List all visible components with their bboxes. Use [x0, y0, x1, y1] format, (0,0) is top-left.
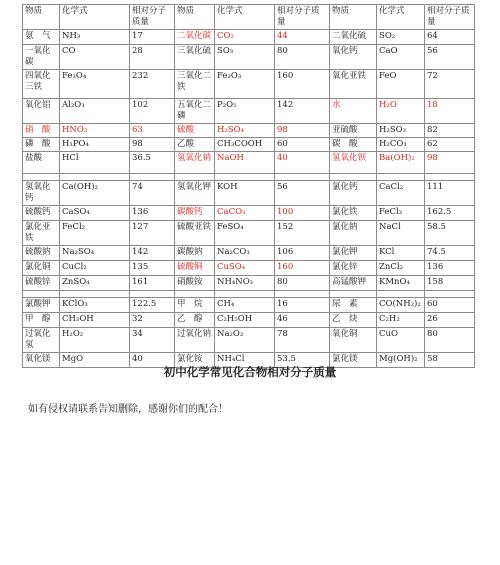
header-cell: 物质	[175, 5, 215, 30]
mass-cell: 135	[130, 261, 175, 276]
spacer-cell	[175, 291, 215, 298]
spacer-cell	[130, 291, 175, 298]
mass-cell: 152	[275, 221, 330, 246]
formula-cell: Na₂O₂	[215, 328, 275, 353]
formula-cell: FeCl₂	[60, 221, 130, 246]
formula-cell: MgO	[60, 353, 130, 368]
formula-cell: CuSO₄	[215, 261, 275, 276]
formula-cell: Al₂O₃	[60, 99, 130, 124]
spacer-cell	[23, 291, 60, 298]
formula-cell: KOH	[215, 181, 275, 206]
formula-cell: SO₂	[377, 30, 425, 45]
formula-cell: H₂SO₃	[377, 124, 425, 138]
header-cell: 化学式	[60, 5, 130, 30]
formula-cell: C₂H₂	[377, 313, 425, 328]
substance-cell: 氧化铝	[23, 99, 60, 124]
spacer-cell	[130, 174, 175, 181]
spacer-cell	[377, 174, 425, 181]
mass-cell: 74.5	[425, 246, 475, 261]
substance-cell: 五氧化二磷	[175, 99, 215, 124]
mass-cell: 136	[425, 261, 475, 276]
formula-cell: Na₂CO₃	[215, 246, 275, 261]
mass-cell: 98	[130, 138, 175, 152]
table-row	[23, 45, 475, 70]
spacer-cell	[330, 174, 377, 181]
substance-cell: 氧化镁	[23, 353, 60, 368]
table-row	[23, 70, 475, 99]
spacer-cell	[215, 291, 275, 298]
mass-cell: 28	[130, 45, 175, 70]
substance-cell: 三氧化二铁	[175, 70, 215, 99]
mass-cell: 40	[130, 353, 175, 368]
formula-cell: CaO	[377, 45, 425, 70]
mass-cell: 98	[275, 124, 330, 138]
substance-cell: 盐酸	[23, 152, 60, 174]
formula-cell: CuO	[377, 328, 425, 353]
substance-cell: 磷 酸	[23, 138, 60, 152]
table-row	[23, 30, 475, 45]
substance-cell: 氧化亚铁	[330, 70, 377, 99]
spacer-cell	[23, 174, 60, 181]
spacer-cell	[215, 174, 275, 181]
mass-cell: 62	[425, 138, 475, 152]
substance-cell: 过氧化氢	[23, 328, 60, 353]
formula-cell: SO₃	[215, 45, 275, 70]
header-cell: 化学式	[377, 5, 425, 30]
mass-cell: 46	[275, 313, 330, 328]
table-row	[23, 124, 475, 138]
table-row	[23, 313, 475, 328]
mass-cell: 162.5	[425, 206, 475, 221]
table-row	[23, 246, 475, 261]
formula-cell: CH₃OH	[60, 313, 130, 328]
spacer-cell	[330, 291, 377, 298]
header-cell: 物质	[23, 5, 60, 30]
substance-cell: 尿 素	[330, 298, 377, 313]
mass-cell: 142	[275, 99, 330, 124]
copyright-notice: 如有侵权请联系告知删除，感谢你们的配合！	[28, 404, 228, 415]
substance-cell: 水	[330, 99, 377, 124]
mass-cell: 80	[425, 328, 475, 353]
formula-cell: CaSO₄	[60, 206, 130, 221]
table-row	[23, 152, 475, 174]
formula-cell: CH₃COOH	[215, 138, 275, 152]
substance-cell: 氯化铁	[330, 206, 377, 221]
formula-cell: Fe₃O₄	[60, 70, 130, 99]
formula-cell: KMnO₄	[377, 276, 425, 291]
formula-cell: CuCl₂	[60, 261, 130, 276]
formula-cell: H₂O	[377, 99, 425, 124]
mass-cell: 56	[275, 181, 330, 206]
spacer-cell	[275, 174, 330, 181]
formula-cell: Mg(OH)₂	[377, 353, 425, 368]
formula-cell: CaCO₃	[215, 206, 275, 221]
mass-cell: 160	[275, 261, 330, 276]
formula-cell: Na₂SO₄	[60, 246, 130, 261]
formula-cell: NaCl	[377, 221, 425, 246]
substance-cell: 氯化锌	[330, 261, 377, 276]
formula-cell: FeSO₄	[215, 221, 275, 246]
formula-cell: H₂SO₄	[215, 124, 275, 138]
formula-cell: Ba(OH)₂	[377, 152, 425, 174]
formula-cell: Fe₂O₃	[215, 70, 275, 99]
formula-cell: NH₄Cl	[215, 353, 275, 368]
spacer-row	[23, 291, 475, 298]
mass-cell: 60	[275, 138, 330, 152]
formula-cell: CH₄	[215, 298, 275, 313]
substance-cell: 硫酸锌	[23, 276, 60, 291]
mass-cell: 78	[275, 328, 330, 353]
mass-cell: 100	[275, 206, 330, 221]
substance-cell: 硝 酸	[23, 124, 60, 138]
mass-cell: 106	[275, 246, 330, 261]
mass-cell: 80	[275, 45, 330, 70]
spacer-cell	[60, 291, 130, 298]
header-cell: 物质	[330, 5, 377, 30]
mass-cell: 63	[130, 124, 175, 138]
mass-cell: 74	[130, 181, 175, 206]
spacer-cell	[425, 174, 475, 181]
substance-cell: 硝酸铵	[175, 276, 215, 291]
substance-cell: 氯化钾	[330, 246, 377, 261]
mass-cell: 34	[130, 328, 175, 353]
substance-cell: 硫酸亚铁	[175, 221, 215, 246]
table-row	[23, 328, 475, 353]
formula-cell: KCl	[377, 246, 425, 261]
formula-cell: NaOH	[215, 152, 275, 174]
substance-cell: 甲 烷	[175, 298, 215, 313]
spacer-cell	[425, 291, 475, 298]
substance-cell: 氯化钙	[330, 181, 377, 206]
formula-cell: NH₃	[60, 30, 130, 45]
mass-cell: 72	[425, 70, 475, 99]
mass-cell: 58	[425, 353, 475, 368]
mass-cell: 58.5	[425, 221, 475, 246]
substance-cell: 氯化铜	[23, 261, 60, 276]
formula-cell: HNO₃	[60, 124, 130, 138]
substance-cell: 四氧化三铁	[23, 70, 60, 99]
formula-cell: H₂CO₃	[377, 138, 425, 152]
header-cell: 化学式	[215, 5, 275, 30]
substance-cell: 氯化铵	[175, 353, 215, 368]
mass-cell: 17	[130, 30, 175, 45]
formula-cell: Ca(OH)₂	[60, 181, 130, 206]
formula-cell: ZnCl₂	[377, 261, 425, 276]
mass-cell: 98	[425, 152, 475, 174]
table-row	[23, 99, 475, 124]
header-row	[23, 5, 475, 30]
mass-cell: 40	[275, 152, 330, 174]
formula-cell: FeO	[377, 70, 425, 99]
header-cell: 相对分子质量	[130, 5, 175, 30]
substance-cell: 一氧化碳	[23, 45, 60, 70]
substance-cell: 二氧化碳	[175, 30, 215, 45]
mass-cell: 26	[425, 313, 475, 328]
substance-cell: 碳 酸	[330, 138, 377, 152]
table-body	[23, 5, 475, 368]
substance-cell: 硫酸钠	[23, 246, 60, 261]
substance-cell: 甲 醇	[23, 313, 60, 328]
mass-cell: 64	[425, 30, 475, 45]
substance-cell: 氯酸钾	[23, 298, 60, 313]
mass-cell: 53.5	[275, 353, 330, 368]
substance-cell: 硫酸铜	[175, 261, 215, 276]
formula-cell: FeCl₃	[377, 206, 425, 221]
substance-cell: 乙 醇	[175, 313, 215, 328]
mass-cell: 82	[425, 124, 475, 138]
substance-cell: 高锰酸钾	[330, 276, 377, 291]
formula-cell: C₂H₅OH	[215, 313, 275, 328]
substance-cell: 氨 气	[23, 30, 60, 45]
substance-cell: 硫酸钙	[23, 206, 60, 221]
molecular-mass-table	[22, 4, 475, 368]
mass-cell: 80	[275, 276, 330, 291]
page-title: 初中化学常见化合物相对分子质量	[163, 365, 337, 379]
spacer-cell	[275, 291, 330, 298]
mass-cell: 142	[130, 246, 175, 261]
substance-cell: 氧化钙	[330, 45, 377, 70]
formula-cell: ZnSO₄	[60, 276, 130, 291]
formula-cell: P₂O₅	[215, 99, 275, 124]
mass-cell: 32	[130, 313, 175, 328]
substance-cell: 亚硫酸	[330, 124, 377, 138]
spacer-cell	[377, 291, 425, 298]
formula-cell: KClO₃	[60, 298, 130, 313]
mass-cell: 136	[130, 206, 175, 221]
mass-cell: 60	[425, 298, 475, 313]
table-row	[23, 221, 475, 246]
formula-cell: CO	[60, 45, 130, 70]
mass-cell: 18	[425, 99, 475, 124]
mass-cell: 127	[130, 221, 175, 246]
table-row	[23, 181, 475, 206]
substance-cell: 二氧化硫	[330, 30, 377, 45]
header-cell: 相对分子质量	[425, 5, 475, 30]
mass-cell: 111	[425, 181, 475, 206]
mass-cell: 122.5	[130, 298, 175, 313]
substance-cell: 硫酸	[175, 124, 215, 138]
mass-cell: 36.5	[130, 152, 175, 174]
substance-cell: 乙酸	[175, 138, 215, 152]
spacer-cell	[175, 174, 215, 181]
formula-cell: H₂O₂	[60, 328, 130, 353]
mass-cell: 160	[275, 70, 330, 99]
formula-cell: NH₄NO₃	[215, 276, 275, 291]
mass-cell: 232	[130, 70, 175, 99]
table-row	[23, 206, 475, 221]
substance-cell: 过氧化钠	[175, 328, 215, 353]
substance-cell: 氯化亚铁	[23, 221, 60, 246]
substance-cell: 乙 炔	[330, 313, 377, 328]
formula-cell: H₃PO₄	[60, 138, 130, 152]
mass-cell: 161	[130, 276, 175, 291]
table-row	[23, 276, 475, 291]
substance-cell: 氯化镁	[330, 353, 377, 368]
header-cell: 相对分子质量	[275, 5, 330, 30]
substance-cell: 碳酸钠	[175, 246, 215, 261]
formula-cell: HCl	[60, 152, 130, 174]
substance-cell: 三氧化硫	[175, 45, 215, 70]
substance-cell: 氯化钠	[330, 221, 377, 246]
table-row	[23, 138, 475, 152]
substance-cell: 氢氧化钙	[23, 181, 60, 206]
substance-cell: 氧化铜	[330, 328, 377, 353]
mass-cell: 158	[425, 276, 475, 291]
spacer-row	[23, 174, 475, 181]
substance-cell: 氢氧化钾	[175, 181, 215, 206]
mass-cell: 44	[275, 30, 330, 45]
mass-cell: 56	[425, 45, 475, 70]
mass-cell: 102	[130, 99, 175, 124]
formula-cell: CO₂	[215, 30, 275, 45]
table-row	[23, 261, 475, 276]
table-row	[23, 298, 475, 313]
formula-cell: CaCl₂	[377, 181, 425, 206]
substance-cell: 氢氧化钡	[330, 152, 377, 174]
mass-cell: 16	[275, 298, 330, 313]
spacer-cell	[60, 174, 130, 181]
formula-cell: CO(NH₂)₂	[377, 298, 425, 313]
substance-cell: 氢氧化钠	[175, 152, 215, 174]
substance-cell: 碳酸钙	[175, 206, 215, 221]
